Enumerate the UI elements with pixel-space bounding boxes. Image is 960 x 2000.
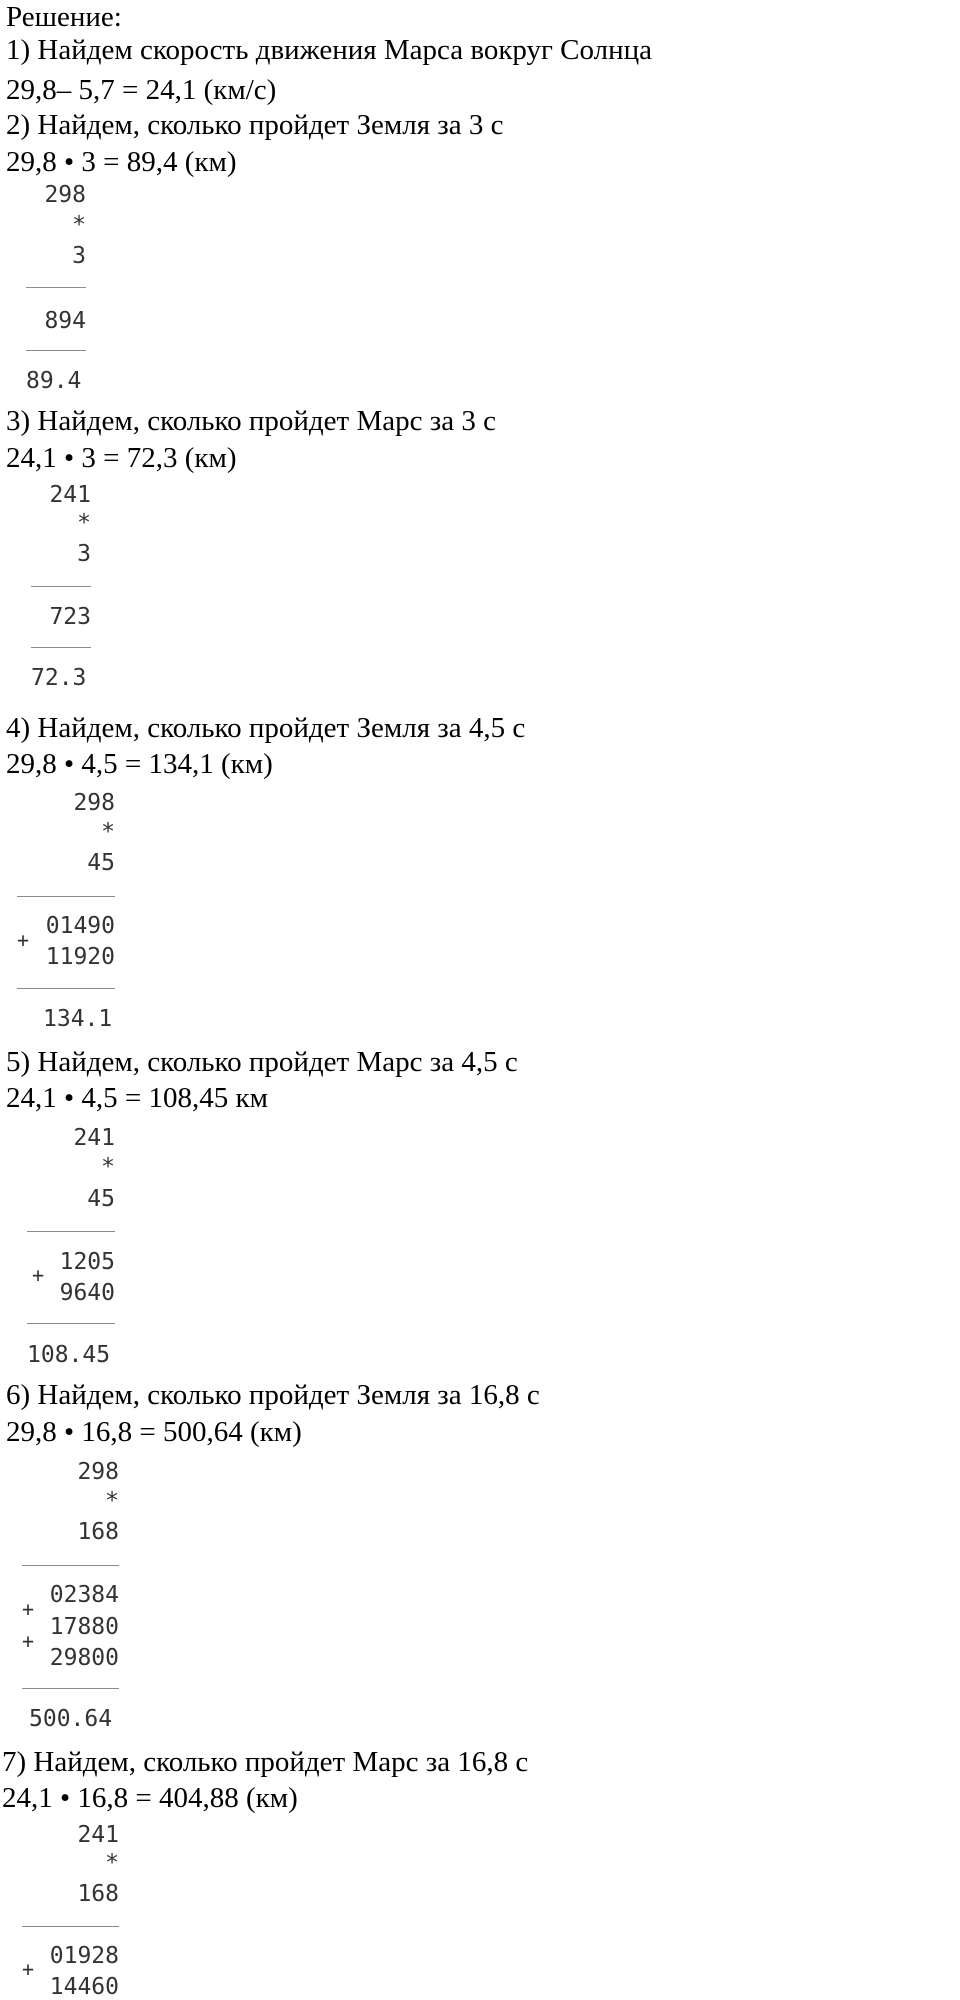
partial-product: 02384: [49, 1582, 119, 1608]
multiply-sign: *: [77, 510, 91, 536]
step-4-expression: 29,8 • 4,5 = 134,1 (км): [6, 748, 273, 780]
partial-product: 01928: [49, 1943, 119, 1969]
partial-product: 1205: [59, 1249, 115, 1275]
calc-result: 500.64: [29, 1706, 113, 1732]
plus-sign: +: [32, 1263, 45, 1287]
step-7-expression: 24,1 • 16,8 = 404,88 (км): [2, 1782, 298, 1814]
multiplier: 168: [77, 1881, 119, 1907]
rule-line: [22, 1926, 119, 1927]
plus-sign: +: [17, 928, 30, 952]
step-6-expression: 29,8 • 16,8 = 500,64 (км): [6, 1416, 302, 1448]
step-5-column-multiplication: [27, 1125, 115, 1375]
step-6-title: 6) Найдем, сколько пройдет Земля за 16,8 с: [6, 1379, 540, 1411]
multiplicand: 241: [49, 482, 91, 508]
multiplier: 3: [77, 541, 91, 567]
multiplier: 45: [87, 850, 115, 876]
partial-product: 17880: [49, 1614, 119, 1640]
multiplicand: 241: [77, 1822, 119, 1848]
partial-product: 723: [49, 604, 91, 630]
partial-product: 894: [44, 308, 86, 334]
multiplicand: 298: [44, 182, 86, 208]
step-2-expression: 29,8 • 3 = 89,4 (км): [6, 146, 237, 178]
step-4-column-multiplication: [17, 790, 115, 1040]
partial-product: 14460: [49, 1974, 119, 2000]
step-3-title: 3) Найдем, сколько пройдет Марс за 3 с: [6, 405, 496, 437]
partial-product: 11920: [45, 944, 115, 970]
rule-line: [31, 647, 91, 648]
step-1-title: 1) Найдем скорость движения Марса вокруг Солнца: [6, 34, 653, 66]
solution-heading: Решение:: [6, 1, 122, 33]
rule-line: [22, 1688, 119, 1689]
rule-line: [26, 350, 86, 351]
step-2-title: 2) Найдем, сколько пройдет Земля за 3 с: [6, 109, 504, 141]
step-3-expression: 24,1 • 3 = 72,3 (км): [6, 442, 237, 474]
multiplicand: 298: [77, 1459, 119, 1485]
multiply-sign: *: [72, 212, 86, 238]
calc-result: 89.4: [26, 368, 82, 394]
partial-product: 01490: [45, 913, 115, 939]
multiplicand: 298: [73, 790, 115, 816]
multiply-sign: *: [101, 1154, 115, 1180]
multiplier: 3: [72, 243, 86, 269]
step-2-column-multiplication: [26, 182, 86, 392]
multiplier: 45: [87, 1186, 115, 1212]
multiplicand: 241: [73, 1125, 115, 1151]
calc-result: 108.45: [27, 1342, 111, 1368]
multiply-sign: *: [105, 1850, 119, 1876]
rule-line: [31, 586, 91, 587]
multiply-sign: *: [101, 819, 115, 845]
step-5-expression: 24,1 • 4,5 = 108,45 км: [6, 1082, 268, 1114]
multiplier: 168: [77, 1519, 119, 1545]
calc-result: 72.3: [31, 665, 87, 691]
rule-line: [27, 1231, 115, 1232]
step-7-title: 7) Найдем, сколько пройдет Марс за 16,8 с: [2, 1746, 529, 1778]
partial-product: 29800: [49, 1645, 119, 1671]
rule-line: [27, 1323, 115, 1324]
calc-result: 134.1: [43, 1006, 113, 1032]
step-3-column-multiplication: [31, 482, 91, 692]
rule-line: [22, 1565, 119, 1566]
rule-line: [17, 988, 115, 989]
plus-sign: +: [22, 1597, 35, 1621]
rule-line: [17, 896, 115, 897]
partial-product: 9640: [59, 1280, 115, 1306]
plus-sign: +: [22, 1957, 35, 1981]
step-5-title: 5) Найдем, сколько пройдет Марс за 4,5 с: [6, 1046, 518, 1078]
step-4-title: 4) Найдем, сколько пройдет Земля за 4,5 с: [6, 712, 526, 744]
plus-sign: +: [22, 1629, 35, 1653]
rule-line: [26, 287, 86, 288]
multiply-sign: *: [105, 1488, 119, 1514]
step-7-column-multiplication: [22, 1822, 119, 2000]
step-1-expression: 29,8– 5,7 = 24,1 (км/с): [6, 74, 277, 106]
step-6-column-multiplication: [22, 1459, 119, 1739]
